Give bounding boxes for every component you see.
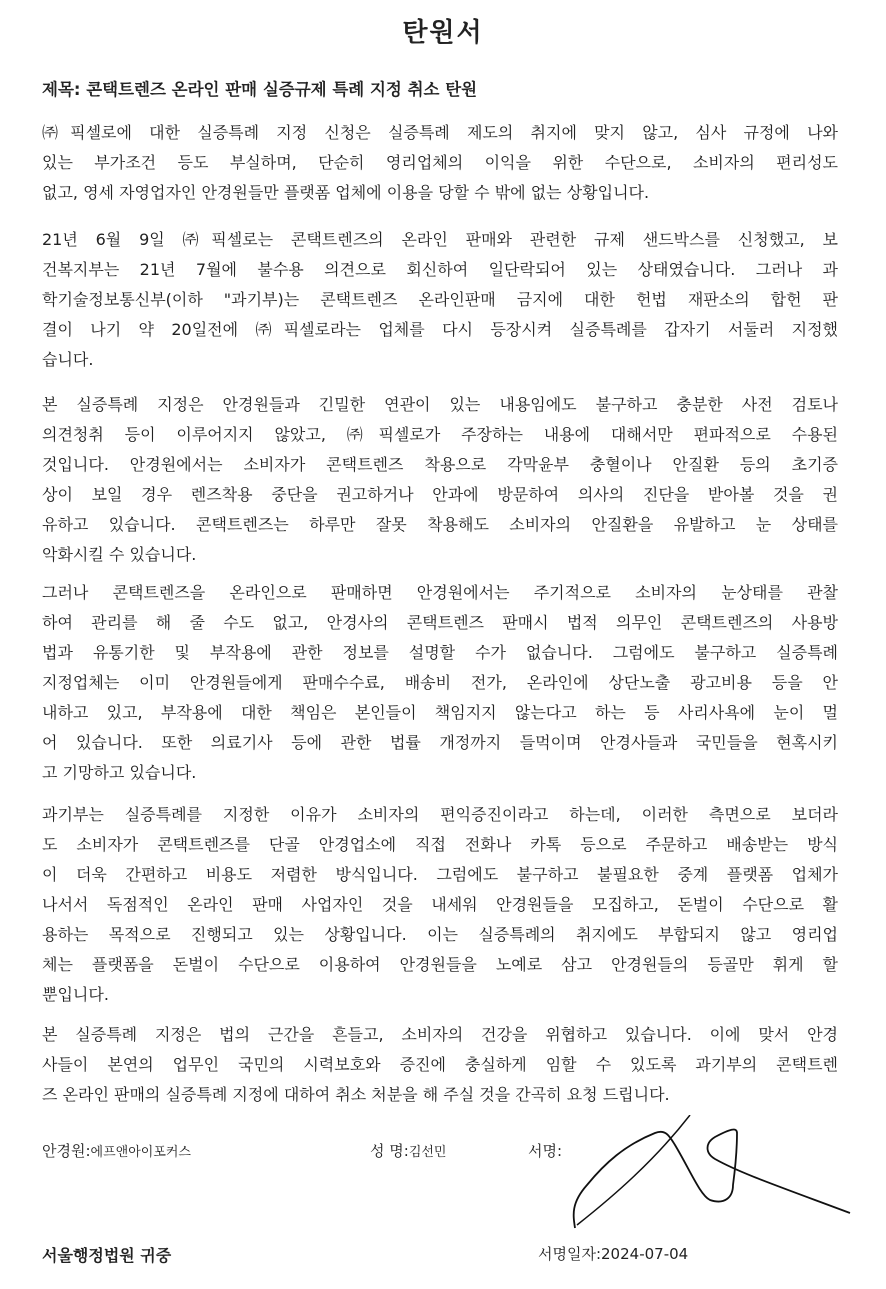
name-label: 성 명: [370,1142,409,1160]
paragraph-line: 어 있습니다. 또한 의료기사 등에 관한 법률 개정까지 들먹이며 안경사들과 국민들을 현혹시키 [42,733,838,752]
paragraph-line: 내하고 있고, 부작용에 대한 책임은 본인들이 책임지지 않는다고 하는 등 사리사욕에 눈이 멀 [42,703,838,722]
paragraph-line: 체는 플랫폼을 돈벌이 수단으로 이용하여 안경원들을 노예로 삼고 안경원들의 등골만 휘게 할 [42,955,838,974]
paragraph-line: ㈜픽셀로에 대한 실증특례 지정 신청은 실증특례 제도의 취지에 맞지 않고, 심사 규정에 나와 [42,123,838,142]
optician-label: 안경원: [42,1142,91,1160]
paragraph-line: 21년 6월 9일 ㈜픽셀로는 콘택트렌즈의 온라인 판매와 관련한 규제 샌드박스를 신청했고, 보 [42,230,838,249]
paragraph-line: 없고, 영세 자영업자인 안경원들만 플랫폼 업체에 이용을 당할 수 밖에 없는 상황입니다. [42,183,650,202]
date-label: 서명일자: [538,1245,602,1263]
signature-date-field [538,1243,688,1264]
paragraph-line: 습니다. [42,350,94,369]
paragraph-line: 고 기망하고 있습니다. [42,763,197,782]
paragraph-line: 하여 관리를 해 줄 수도 없고, 안경사의 콘택트렌즈 판매시 법적 의무인 콘택트렌즈의 사용방 [42,613,838,632]
handwritten-signature [565,1115,855,1230]
paragraph-6 [42,1020,838,1110]
date-value: 2024-07-04 [601,1245,689,1263]
paragraph-line: 나서서 독점적인 온라인 판매 사업자인 것을 내세워 안경원들을 모집하고, 돈벌이 수단으로 활 [42,895,838,914]
name-value: 김선민 [408,1145,447,1160]
paragraph-line: 과기부는 실증특례를 지정한 이유가 소비자의 편익증진이라고 하는데, 이러한 측면으로 보더라 [42,805,838,824]
paragraph-4 [42,578,838,788]
paragraph-line: 악화시킬 수 있습니다. [42,545,197,564]
paragraph-2 [42,225,838,375]
paragraph-line: 있는 부가조건 등도 부실하며, 단순히 영리업체의 이익을 위한 수단으로, 소비자의 편리성도 [42,153,838,172]
paragraph-line: 이 더욱 간편하고 비용도 저렴한 방식입니다. 그럼에도 불구하고 불필요한 중계 플랫폼 업체가 [42,865,838,884]
paragraph-line: 본 실증특례 지정은 안경원들과 긴밀한 연관이 있는 내용임에도 불구하고 충분한 사전 검토나 [42,395,838,414]
paragraph-line: 뿐입니다. [42,985,109,1004]
paragraph-line: 사들이 본연의 업무인 국민의 시력보호와 증진에 충실하게 임할 수 있도록 과기부의 콘택트렌 [42,1055,838,1074]
paragraph-line: 건복지부는 21년 7월에 불수용 의견으로 회신하여 일단락되어 있는 상태였습니다. 그러나 과 [42,260,838,279]
paragraph-3 [42,390,838,570]
paragraph-5 [42,800,838,1010]
paragraph-line: 유하고 있습니다. 콘택트렌즈는 하루만 잘못 착용해도 소비자의 안질환을 유발하고 눈 상태를 [42,515,838,534]
paragraph-line: 의견청취 등이 이루어지지 않았고, ㈜픽셀로가 주장하는 내용에 대해서만 편파적으로 수용된 [42,425,838,444]
document-title: 탄원서 [402,18,484,48]
paragraph-1 [42,118,838,208]
optician-value: 에프앤아이포커스 [90,1145,191,1160]
paragraph-line: 것입니다. 안경원에서는 소비자가 콘택트렌즈 착용으로 각막윤부 충혈이나 안질환 등의 초기증 [42,455,838,474]
paragraph-line: 상이 보일 경우 렌즈착용 중단을 권고하거나 안과에 방문하여 의사의 진단을 받아볼 것을 권 [42,485,838,504]
paragraph-line: 본 실증특례 지정은 법의 근간을 흔들고, 소비자의 건강을 위협하고 있습니다. 이에 맞서 안경 [42,1025,838,1044]
paragraph-line: 그러나 콘택트렌즈을 온라인으로 판매하면 안경원에서는 주기적으로 소비자의 눈상태를 관찰 [42,583,838,602]
paragraph-line: 도 소비자가 콘택트렌즈를 단골 안경업소에 직접 전화나 카톡 등으로 주문하고 배송받는 방식 [42,835,838,854]
paragraph-line: 용하는 목적으로 진행되고 있는 상황입니다. 이는 실증특례의 취지에도 부합되지 않고 영리업 [42,925,838,944]
document-subject: 제목: 콘택트렌즈 온라인 판매 실증규제 특례 지정 취소 탄원 [42,80,478,99]
paragraph-line: 즈 온라인 판매의 실증특례 지정에 대하여 취소 처분을 해 주실 것을 간곡히 요청 드립니다. [42,1085,670,1104]
name-field [370,1140,447,1161]
signature-label: 서명: [528,1142,563,1160]
optician-field [42,1140,191,1161]
paragraph-line: 학기술정보통신부(이하 "과기부)는 콘택트렌즈 온라인판매 금지에 대한 헌법 재판소의 합헌 판 [42,290,838,309]
recipient: 서울행정법원 귀중 [42,1246,172,1265]
paragraph-line: 법과 유통기한 및 부작용에 관한 정보를 설명할 수가 없습니다. 그럼에도 불구하고 실증특례 [42,643,838,662]
paragraph-line: 지정업체는 이미 안경원들에게 판매수수료, 배송비 전가, 온라인에 상단노출 광고비용 등을 안 [42,673,838,692]
paragraph-line: 결이 나기 약 20일전에 ㈜픽셀로라는 업체를 다시 등장시켜 실증특례를 갑자기 서둘러 지정했 [42,320,838,339]
